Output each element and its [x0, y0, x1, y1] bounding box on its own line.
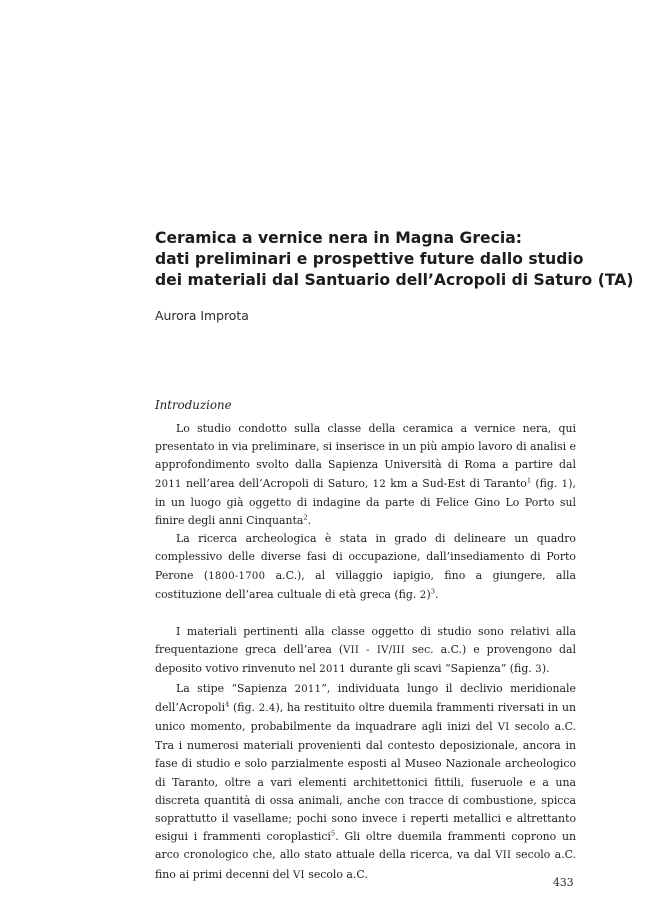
footnote-ref-3[interactable]: 3	[430, 587, 436, 596]
p1-text: nell’area dell’Acropoli di Saturo,	[181, 476, 373, 490]
p3-text: ).	[541, 662, 550, 676]
p2-text: a.C.), al villaggio iapigio, fino a giungere, alla costituzione dell’area cultuale di età greca (fig.	[155, 568, 577, 601]
p4-text: (fig.	[229, 700, 259, 714]
section-heading: Introduzione	[155, 398, 232, 412]
year-2011: 2011	[155, 478, 182, 490]
footnote-ref-5[interactable]: 5	[330, 829, 336, 838]
figure-ref-2-4: 2.4	[258, 702, 276, 714]
footnote-ref-1[interactable]: 1	[526, 475, 532, 484]
century-range: VII - IV/III	[343, 645, 406, 657]
p1-text: Lo studio condotto sulla classe della ceramica a vernice nera, qui presentato in via preliminare, si inserisce in un più ampio lavoro di analisi e approfondimento svolto dalla Sapienza Università di Roma a partire dal	[155, 422, 576, 472]
paragraph-1	[155, 420, 576, 530]
footnote-ref-4[interactable]: 4	[225, 700, 230, 709]
title-line-2: dati preliminari e prospettive future dallo studio	[155, 250, 584, 268]
century-vi: VI	[497, 722, 510, 734]
p1-text: ), in un luogo già oggetto di indagine da parte di Felice Gino Lo Porto sul finire degli anni Cinquanta	[155, 476, 577, 528]
century-vii: VII	[495, 850, 512, 862]
p4-text: . Gli oltre duemila frammenti coprono un arco cronologico che, allo stato attuale della ricerca, va dal	[155, 830, 576, 862]
figure-ref-3: 3	[535, 664, 542, 676]
figure-ref-2: 2	[419, 589, 427, 601]
article-title	[155, 228, 634, 291]
title-line-1: Ceramica a vernice nera in Magna Grecia:	[155, 229, 522, 247]
p4-text: La stipe “Sapienza	[176, 681, 295, 695]
p1-text: .	[307, 514, 312, 528]
title-line-3: dei materiali dal Santuario dell’Acropoli di Saturo (TA)	[155, 271, 634, 289]
year-2011: 2011	[319, 664, 346, 676]
p4-text: secolo a.C. fino ai primi decenni del	[155, 848, 576, 881]
date-range: 1800-1700	[208, 570, 266, 582]
article-body	[155, 420, 576, 885]
page-number: 433	[553, 876, 574, 889]
p2-text: .	[435, 587, 439, 601]
paragraph-3	[155, 623, 576, 680]
figure-ref-1: 1	[561, 478, 569, 490]
distance-km: 12	[372, 478, 387, 490]
paragraph-4	[155, 680, 576, 885]
year-2011: 2011	[294, 683, 322, 695]
p2-text: )	[426, 587, 431, 601]
p3-text: sec. a.C.) e provengono dal deposito votivo rinvenuto nel	[155, 643, 576, 676]
p4-text: secolo a.C.	[304, 867, 368, 881]
p2-text: La ricerca archeologica è stata in grado di delineare un quadro complessivo delle diverse fasi di occupazione, dall’insediamento di Porto Perone (	[155, 532, 576, 582]
p4-text: ”, individuata lungo il declivio meridionale dell’Acropoli	[155, 681, 576, 714]
paragraph-2	[155, 530, 576, 605]
century-vi: VI	[292, 869, 305, 881]
p1-text: (fig.	[531, 476, 562, 490]
p1-text: km a Sud-Est di Taranto	[386, 476, 527, 490]
p4-text: ), ha restituito oltre duemila frammenti riversati in un unico momento, probabilmente da inquadrare agli inizi del	[155, 700, 577, 734]
p3-text: durante gli scavi “Sapienza” (fig.	[345, 662, 536, 676]
p3-text: I materiali pertinenti alla classe oggetto di studio sono relativi alla frequentazione greca dell’area (	[155, 625, 576, 657]
author-name: Aurora Improta	[155, 308, 249, 323]
p4-text: secolo a.C. Tra i numerosi materiali provenienti dal contesto deposizionale, ancora in fase di studio e solo parzialmente esposti al Museo Nazionale archeologico di Taranto, oltre a vari elementi architettonici fittili, fuseruole e a una discreta quantità di ossa animali, anche con tracce di combustione, spicca soprattutto il vasellame; pochi sono invece i reperti metallici e altrettanto esigui i frammenti coroplastici	[155, 720, 577, 844]
footnote-ref-2[interactable]: 2	[303, 513, 308, 522]
